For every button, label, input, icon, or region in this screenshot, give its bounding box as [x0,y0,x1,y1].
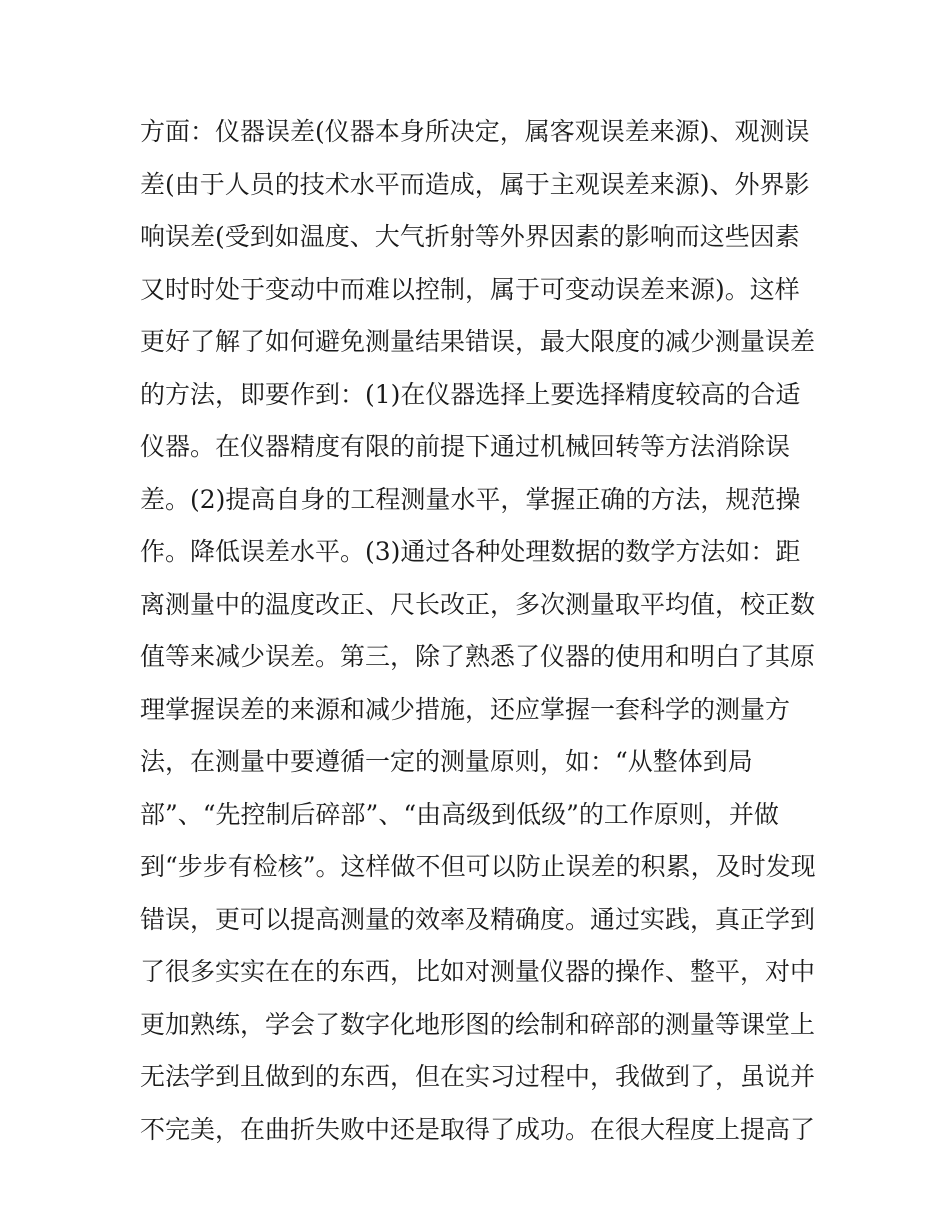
text-line: 无法学到且做到的东西，但在实习过程中，我做到了，虽说并 [140,1062,816,1091]
text-line: 作。降低误差水平。(3)通过各种处理数据的数学方法如：距 [140,537,801,566]
text-line: 方面：仪器误差(仪器本身所决定，属客观误差来源)、观测误 [140,117,810,146]
text-line: 差。(2)提高自身的工程测量水平，掌握正确的方法，规范操 [140,484,801,514]
text-line: 离测量中的温度改正、尺长改正，多次测量取平均值，校正数 [140,589,816,619]
text-line: 值等来减少误差。第三，除了熟悉了仪器的使用和明白了其原 [140,642,816,671]
text-line: 到“步步有检核”。这样做不但可以防止误差的积累，及时发现 [140,852,816,881]
text-line: 响误差(受到如温度、大气折射等外界因素的影响而这些因素 [140,222,800,251]
text-line: 差(由于人员的技术水平而造成，属于主观误差来源)、外界影 [140,169,810,199]
text-line: 不完美，在曲折失败中还是取得了成功。在很大程度上提高了 [140,1114,816,1144]
text-line: 错误，更可以提高测量的效率及精确度。通过实践，真正学到 [140,904,816,934]
body-paragraph [140,106,830,1156]
text-line: 了很多实实在在的东西，比如对测量仪器的操作、整平，对中 [140,957,816,986]
text-line: 仪器。在仪器精度有限的前提下通过机械回转等方法消除误 [140,432,791,461]
text-line: 部”、“先控制后碎部”、“由高级到低级”的工作原则，并做 [140,799,779,829]
text-line: 又时时处于变动中而难以控制，属于可变动误差来源)。这样 [140,274,800,304]
text-line: 更好了解了如何避免测量结果错误，最大限度的减少测量误差 [140,327,816,356]
text-line: 更加熟练，学会了数字化地形图的绘制和碎部的测量等课堂上 [140,1009,816,1039]
text-line: 法，在测量中要遵循一定的测量原则，如：“从整体到局 [140,747,753,776]
text-line: 理掌握误差的来源和减少措施，还应掌握一套科学的测量方 [140,694,791,724]
text-line: 的方法，即要作到：(1)在仪器选择上要选择精度较高的合适 [140,379,801,409]
